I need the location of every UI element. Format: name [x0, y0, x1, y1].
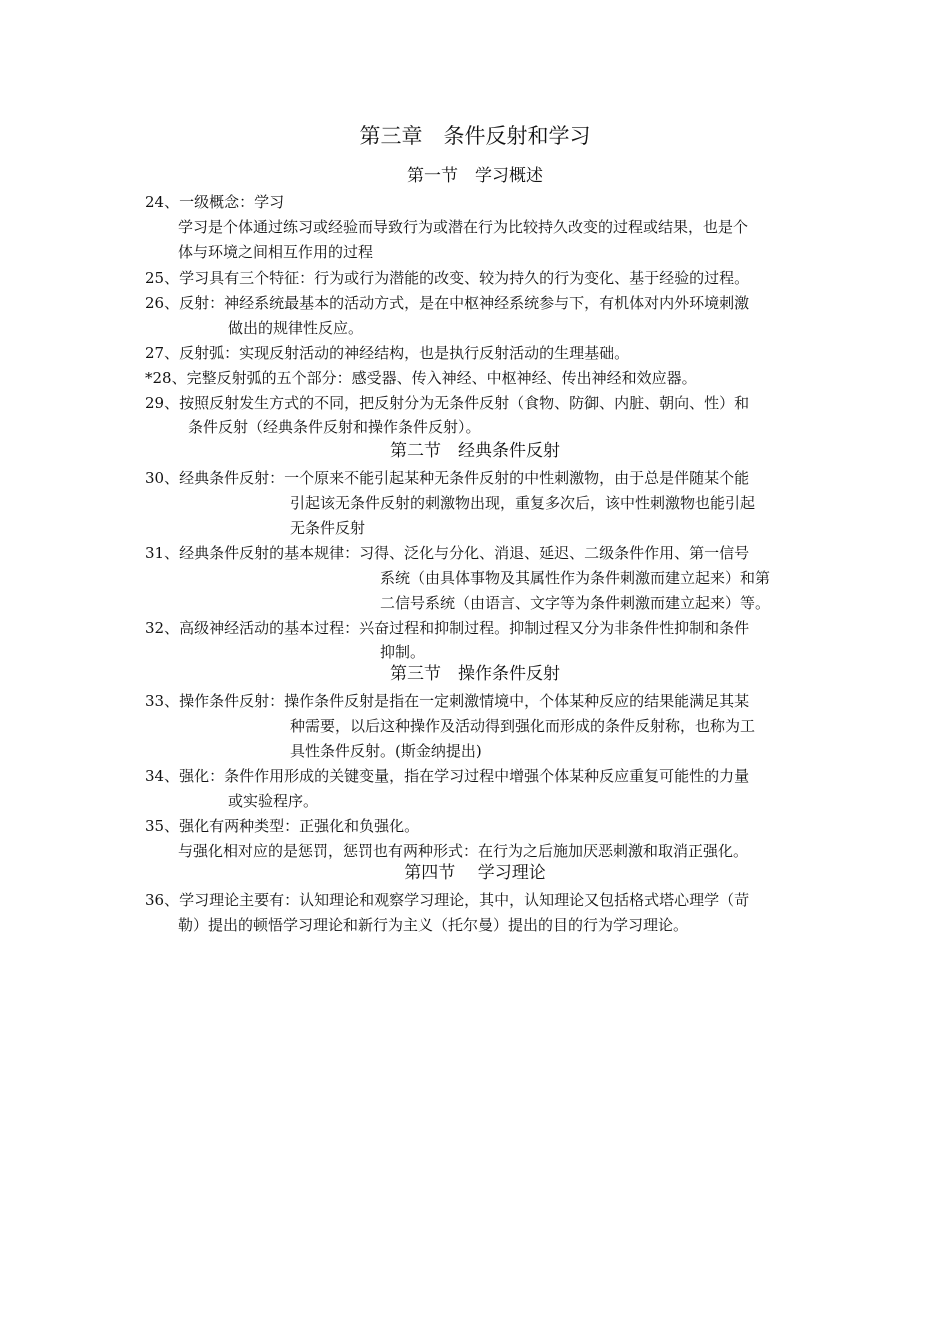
- item-35-cont: 与强化相对应的是惩罚，惩罚也有两种形式：在行为之后施加厌恶刺激和取消正强化。: [178, 842, 749, 860]
- item-30: 30、经典条件反射：一个原来不能引起某种无条件反射的中性刺激物，由于总是伴随某个能: [145, 469, 750, 487]
- item-26: 26、反射：神经系统最基本的活动方式，是在中枢神经系统参与下，有机体对内外环境刺激: [145, 294, 750, 312]
- item-25: 25、学习具有三个特征：行为或行为潜能的改变、较为持久的行为变化、基于经验的过程。: [145, 269, 750, 287]
- item-26-cont: 做出的规律性反应。: [228, 319, 364, 337]
- item-28: *28、完整反射弧的五个部分：感受器、传入神经、中枢神经、传出神经和效应器。: [145, 369, 697, 387]
- section-heading-1: 第一节 学习概述: [407, 166, 543, 186]
- item-24-heading: 24、一级概念：学习: [145, 193, 285, 211]
- item-33: 33、操作条件反射：操作条件反射是指在一定刺激情境中，个体某种反应的结果能满足其某: [145, 692, 750, 710]
- item-34: 34、强化：条件作用形成的关键变量，指在学习过程中增强个体某种反应重复可能性的力量: [145, 767, 750, 785]
- item-36: 36、学习理论主要有：认知理论和观察学习理论，其中，认知理论又包括格式塔心理学（苛: [145, 891, 750, 909]
- section-heading-2: 第二节 经典条件反射: [390, 441, 560, 461]
- item-29-cont: 条件反射（经典条件反射和操作条件反射）。: [188, 418, 481, 436]
- item-33-cont-1: 种需要，以后这种操作及活动得到强化而形成的条件反射称，也称为工: [290, 717, 756, 735]
- item-24-body-cont: 体与环境之间相互作用的过程: [178, 243, 374, 261]
- item-31-cont-2: 二信号系统（由语言、文字等为条件刺激而建立起来）等。: [380, 594, 771, 612]
- item-30-cont-2: 无条件反射: [290, 519, 366, 537]
- item-35: 35、强化有两种类型：正强化和负强化。: [145, 817, 420, 835]
- item-32-cont: 抑制。: [380, 643, 426, 661]
- item-31: 31、经典条件反射的基本规律：习得、泛化与分化、消退、延迟、二级条件作用、第一信号: [145, 544, 750, 562]
- item-29: 29、按照反射发生方式的不同，把反射分为无条件反射（食物、防御、内脏、朝向、性）和: [145, 394, 750, 412]
- chapter-title: 第三章 条件反射和学习: [359, 124, 591, 148]
- item-32: 32、高级神经活动的基本过程：兴奋过程和抑制过程。抑制过程又分为非条件性抑制和条件: [145, 619, 750, 637]
- item-31-cont-1: 系统（由具体事物及其属性作为条件刺激而建立起来）和第: [380, 569, 771, 587]
- section-heading-3: 第三节 操作条件反射: [390, 664, 560, 684]
- section-heading-4: 第四节 学习理论: [404, 863, 546, 883]
- item-27: 27、反射弧：实现反射活动的神经结构，也是执行反射活动的生理基础。: [145, 344, 630, 362]
- item-34-cont: 或实验程序。: [228, 792, 319, 810]
- item-33-cont-2: 具性条件反射。(斯金纳提出): [290, 742, 482, 760]
- item-24-body: 学习是个体通过练习或经验而导致行为或潜在行为比较持久改变的过程或结果，也是个: [178, 218, 749, 236]
- item-30-cont-1: 引起该无条件反射的刺激物出现，重复多次后，该中性刺激物也能引起: [290, 494, 756, 512]
- item-36-cont: 勒）提出的顿悟学习理论和新行为主义（托尔曼）提出的目的行为学习理论。: [178, 916, 689, 934]
